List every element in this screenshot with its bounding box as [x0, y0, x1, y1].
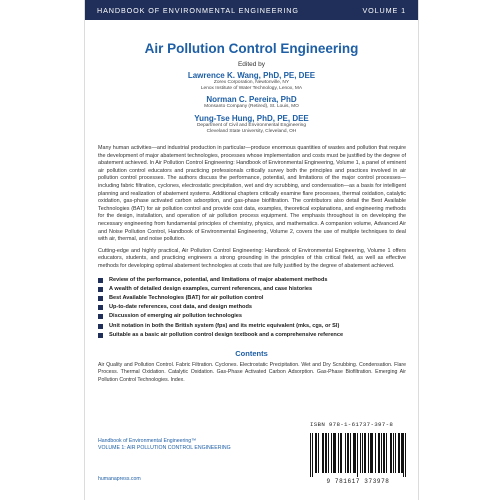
- feature-item: [98, 294, 406, 303]
- book-back-cover: [84, 0, 419, 500]
- square-bullet-icon: [98, 278, 103, 283]
- barcode-bar: [333, 433, 334, 473]
- barcode-bar: [312, 433, 313, 477]
- edited-by-label: Edited by: [237, 61, 266, 68]
- barcode-bar: [372, 433, 373, 473]
- feature-item: [98, 303, 406, 312]
- barcode-bar: [371, 433, 372, 473]
- barcode-bar: [364, 433, 365, 473]
- publisher-url: humanapress.com: [98, 476, 141, 482]
- barcode-bar: [365, 433, 366, 473]
- barcode-bar: [326, 433, 327, 473]
- barcode-bar: [403, 433, 404, 477]
- barcode-bar: [318, 433, 319, 473]
- description-paragraph: Cutting-edge and highly practical, Air Pollution Control Engineering: Handbook of Environmental Engineering, Volume 1 offers educators, students, and practicing engineers a strong grounding in the principles of this critical field, as well as effective methods for developing optimal abatement technologies at costs that are fully justified by the degree of abatement achieved.: [98, 247, 406, 269]
- barcode-bar: [395, 433, 396, 473]
- square-bullet-icon: [98, 333, 103, 338]
- description-paragraph: Many human activities—and industrial production in particular—produce enormous quantities of wastes and pollution that require the development of major abatement technologies, processes whose implementation and costs must be justified by the degree of abatement achieved. In Air Pollution Control Engineering: Handbook of Environmental Engineering, Volume 1, a panel of eminent air pollution control educators and practicing professionals critically survey both the principles and practices involved in air pollution control processes. The authors discuss the performance, potential, and limitations of the major control processes—including fabric filtration, cyclones, electrostatic precipitation, wet and dry scrubbing, and condensation—as a basis for intelligent planning and realization of abatement systems. Additional chapters critically examine flare processes, thermal oxidation, catalytic oxidation, gas-phase activated carbon adsorption, and gas-phase biofiltration. The contributors also detail the Best Available Technologies (BAT) for air pollution control and provide cost data, examples, theoretical explanations, and engineering methods for the design, installation, and operation of air pollution process equipment. The emphasis throughout is on developing the necessary engineering from fundamental principles of chemistry, physics, and mathematics. A companion volume, Advanced Air and Noise Pollution Control, Handbook of Environmental Engineering, Volume 2, covers the use of multiple techniques to deal with air, thermal, and noise pollution.: [98, 145, 406, 243]
- barcode-number: 9 781617 373978: [326, 478, 390, 485]
- series-footer-line: Handbook of Environmental Engineering™: [98, 438, 197, 444]
- barcode-bar: [362, 433, 363, 473]
- volume-label: VOLUME 1: [362, 5, 406, 15]
- barcode-bar: [398, 433, 399, 473]
- contents-list: Air Quality and Pollution Control. Fabric Filtration. Cyclones. Electrostatic Precipitation. Wet and Dry Scrubbing. Condensation. Flare Process. Thermal Oxidation. Catalytic Oxidation. Gas-Phase Activated Carbon Adsorption. Gas-Phase Biofiltration. Emerging Air Pollution Control Technologies. Index.: [98, 361, 406, 383]
- barcode-bar: [399, 433, 400, 473]
- square-bullet-icon: [98, 287, 103, 292]
- barcode-bar: [383, 433, 384, 473]
- barcode-bar: [386, 433, 387, 473]
- editor-block: [85, 71, 418, 92]
- feature-item: [98, 312, 406, 321]
- editor-affiliation: Cleveland State University, Cleveland, OH: [206, 128, 297, 134]
- barcode-bar: [357, 433, 358, 477]
- barcode-bar: [334, 433, 335, 473]
- barcode-bar: [316, 433, 317, 473]
- feature-text: Suitable as a basic air pollution control design textbook and a comprehensive reference: [109, 331, 344, 338]
- barcode-bar: [355, 433, 356, 473]
- editor-block: [85, 95, 418, 110]
- series-name: HANDBOOK OF ENVIRONMENTAL ENGINEERING: [97, 5, 299, 15]
- barcode: [307, 431, 409, 489]
- feature-text: A wealth of detailed design examples, current references, and case histories: [109, 285, 313, 292]
- editor-affiliation: Lenox Institute of Water Technology, Lenox, MA: [200, 86, 303, 92]
- feature-item: [98, 322, 406, 331]
- book-title: Air Pollution Control Engineering: [144, 41, 359, 56]
- feature-text: Review of the performance, potential, and limitations of major abatement methods: [109, 276, 328, 283]
- barcode-bar: [335, 433, 336, 473]
- barcode-bar: [375, 433, 376, 473]
- barcode-icon: [307, 431, 409, 477]
- series-footer: [98, 438, 231, 452]
- editor-block: [85, 114, 418, 135]
- description-text: [98, 145, 406, 271]
- barcode-bar: [323, 433, 324, 473]
- barcode-bar: [315, 433, 316, 473]
- feature-text: Discussion of emerging air pollution technologies: [109, 313, 243, 320]
- editor-name: Norman C. Pereira, PhD: [206, 95, 297, 105]
- barcode-bar: [370, 433, 371, 473]
- barcode-bar: [381, 433, 382, 473]
- barcode-bar: [310, 433, 311, 477]
- barcode-bar: [390, 433, 391, 473]
- contents-heading: Contents: [235, 348, 268, 358]
- barcode-bar: [393, 433, 394, 473]
- square-bullet-icon: [98, 314, 103, 319]
- series-footer-line: VOLUME 1: AIR POLLUTION CONTROL ENGINEERING: [98, 445, 231, 451]
- feature-item: [98, 276, 406, 285]
- editor-name: Lawrence K. Wang, PhD, PE, DEE: [187, 71, 316, 80]
- feature-text: Up-to-date references, cost data, and design methods: [109, 304, 252, 311]
- barcode-bar: [345, 433, 346, 473]
- series-header-bar: [85, 0, 418, 20]
- square-bullet-icon: [98, 296, 103, 301]
- editor-affiliation: Department of Civil and Environmental Engineering: [196, 122, 307, 128]
- square-bullet-icon: [98, 305, 103, 310]
- barcode-bar: [405, 433, 406, 477]
- barcode-bar: [401, 433, 402, 473]
- barcode-bar: [347, 433, 348, 473]
- square-bullet-icon: [98, 324, 103, 329]
- barcode-bar: [402, 433, 403, 473]
- barcode-bar: [325, 433, 326, 473]
- barcode-bar: [350, 433, 351, 473]
- barcode-bar: [384, 433, 385, 473]
- barcode-bar: [353, 433, 354, 473]
- barcode-bar: [322, 433, 323, 473]
- editor-name: Yung-Tse Hung, PhD, PE, DEE: [194, 113, 309, 123]
- barcode-bar: [338, 433, 339, 473]
- barcode-bar: [379, 433, 380, 473]
- barcode-bar: [328, 433, 329, 473]
- barcode-bar: [378, 433, 379, 473]
- barcode-bar: [354, 433, 355, 473]
- barcode-bar: [331, 433, 332, 473]
- feature-text: Best Available Technologies (BAT) for air pollution control: [109, 294, 264, 301]
- isbn-label: ISBN 978-1-61737-397-8: [310, 421, 394, 428]
- barcode-bar: [340, 433, 341, 473]
- editor-affiliation: Monsanto Company (Retired), St. Louis, MO: [204, 104, 299, 110]
- feature-item: [98, 331, 406, 340]
- editor-affiliation: Zorex Corporation, Newtonville, NY: [213, 80, 290, 85]
- barcode-bar: [348, 433, 349, 473]
- feature-text: Unit notation in both the British system (fps) and its metric equivalent (mks, cgs, or SI): [109, 322, 340, 329]
- feature-list: [98, 276, 406, 340]
- barcode-bar: [360, 433, 361, 473]
- feature-item: [98, 285, 406, 294]
- barcode-bar: [341, 433, 342, 473]
- barcode-bar: [391, 433, 392, 473]
- barcode-bar: [368, 433, 369, 473]
